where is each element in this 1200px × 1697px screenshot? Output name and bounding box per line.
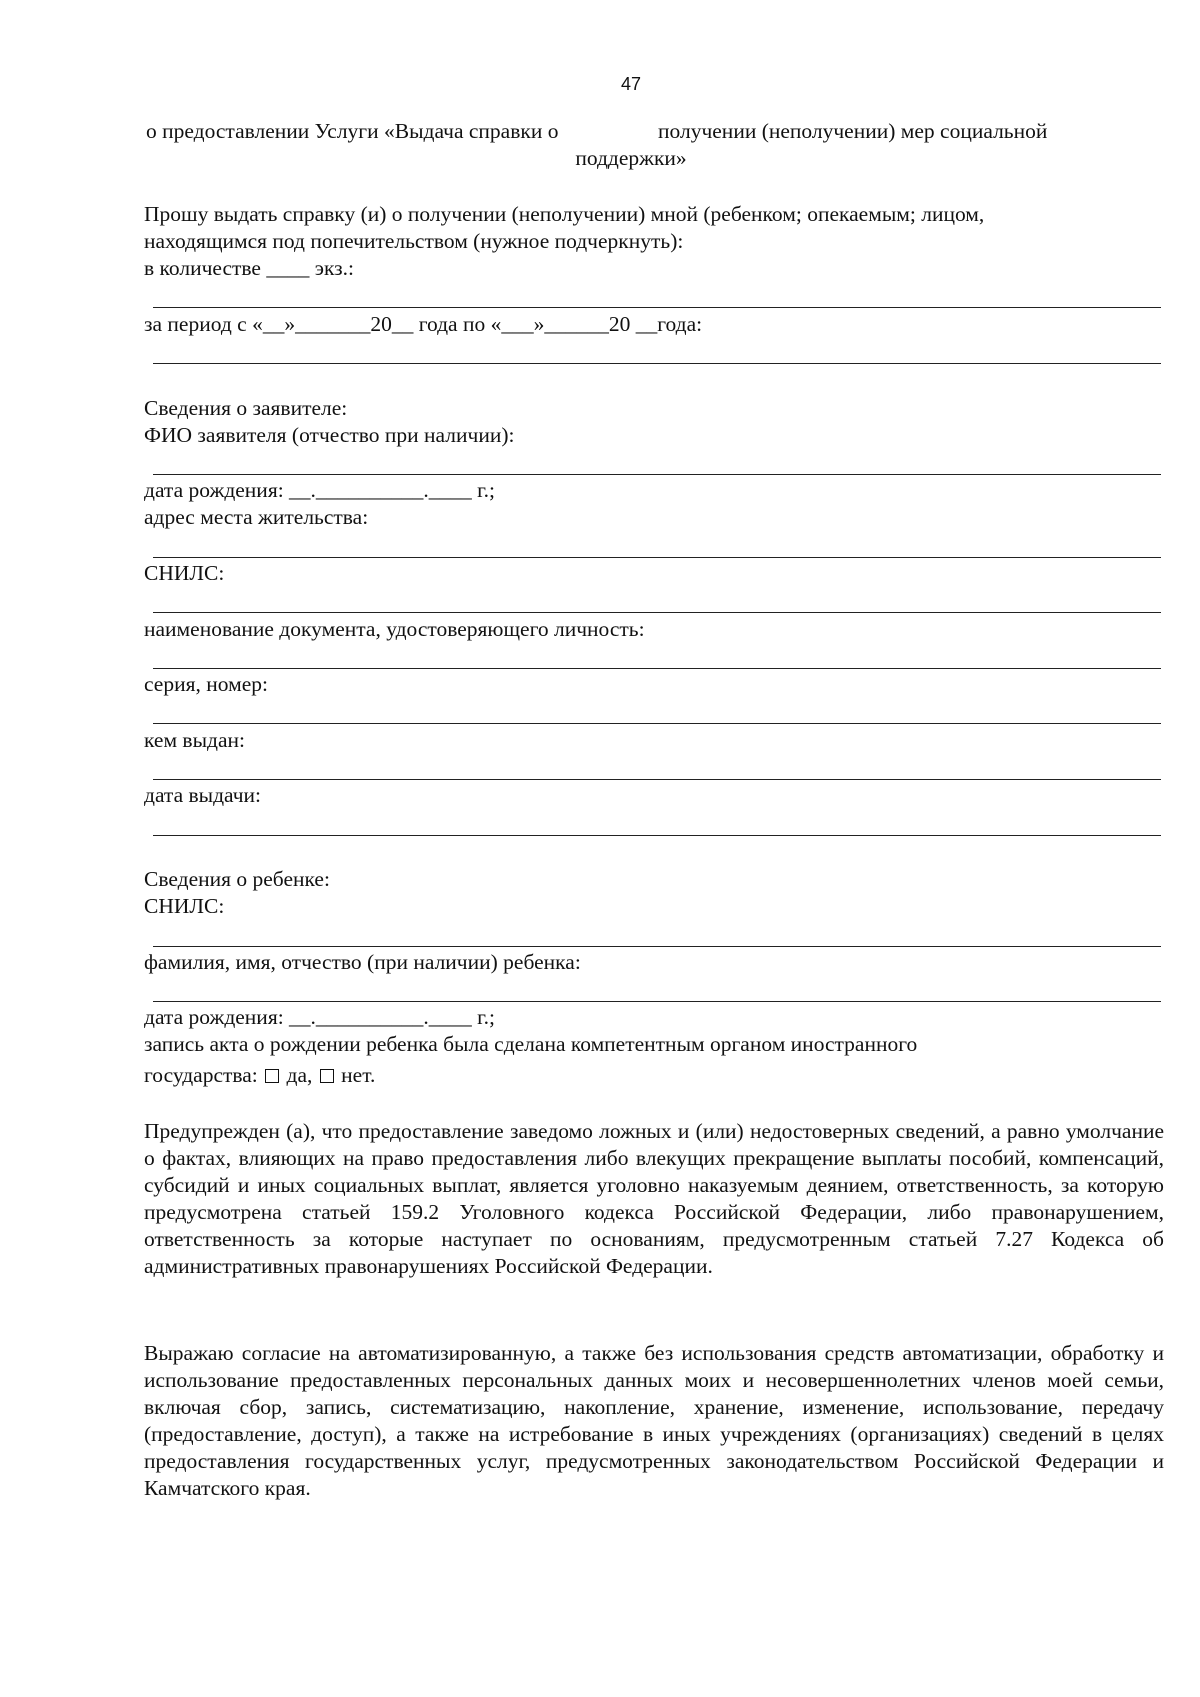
series-number-label: серия, номер: — [144, 672, 268, 696]
fill-line — [153, 307, 1161, 308]
fill-line — [153, 612, 1161, 613]
applicant-birth-date: дата рождения: __.__________.____ г.; — [144, 478, 495, 502]
fill-line — [153, 474, 1161, 475]
period-field: за период с «__»_______20__ года по «___»______20 __года: — [144, 312, 703, 336]
fill-line — [153, 557, 1161, 558]
consent-paragraph: Выражаю согласие на автоматизированную, а также без использования средств автоматизации, обработку и использование предоставленных персональных данных моих и несовершеннолетних членов моей семьи, включая сбор, запись, систематизацию, накопление, хранение, изменение, использование, передачу (предоставление, доступ), а также на истребование в иных учреждениях (организациях) сведений в целях предоставления государственных услуг, предусмотренных законодательством Российской Федерации и Камчатского края. — [144, 1341, 1164, 1500]
foreign-record-text: запись акта о рождении ребенка была сделана компетентным органом иностранного — [144, 1032, 918, 1056]
applicant-fio-label: ФИО заявителя (отчество при наличии): — [144, 423, 515, 447]
id-document-label: наименование документа, удостоверяющего личность: — [144, 617, 645, 641]
quantity-field: в количестве ____ экз.: — [144, 256, 354, 280]
checkbox-yes[interactable] — [265, 1069, 279, 1083]
child-snils-label: СНИЛС: — [144, 894, 225, 918]
fill-line — [153, 779, 1161, 780]
issued-by-label: кем выдан: — [144, 728, 245, 752]
fill-line — [153, 363, 1161, 364]
fill-line — [153, 723, 1161, 724]
fill-line — [153, 946, 1161, 947]
option-no-label: нет. — [341, 1063, 376, 1087]
request-line-2: находящимся под попечительством (нужное подчеркнуть): — [144, 229, 684, 253]
state-label: государства: — [144, 1063, 258, 1087]
title-line-1a: о предоставлении Услуги «Выдача справки о — [146, 119, 559, 143]
foreign-state-options — [144, 1062, 375, 1089]
fill-line — [153, 668, 1161, 669]
title-line-1b: получении (неполучении) мер социальной — [658, 119, 1048, 143]
issue-date-label: дата выдачи: — [144, 783, 262, 807]
child-birth-date: дата рождения: __.__________.____ г.; — [144, 1005, 495, 1029]
child-fio-label: фамилия, имя, отчество (при наличии) ребенка: — [144, 950, 581, 974]
applicant-snils-label: СНИЛС: — [144, 561, 225, 585]
title-line-2: поддержки» — [575, 146, 687, 170]
checkbox-no[interactable] — [320, 1069, 334, 1083]
warning-paragraph: Предупрежден (а), что предоставление заведомо ложных и (или) недостоверных сведений, а равно умолчание о фактах, влияющих на право предоставления либо влекущих прекращение выплаты пособий, компенсаций, субсидий и иных социальных выплат, является уголовно наказуемым деянием, ответственность, за которую предусмотрена статьей 159.2 Уголовного кодекса Российской Федерации, либо правонарушением, ответственность за которые наступает по основаниям, предусмотренным статьей 7.27 Кодекса об административных правонарушениях Российской Федерации. — [144, 1119, 1164, 1278]
page-number: 47 — [620, 74, 642, 94]
child-heading: Сведения о ребенке: — [144, 867, 330, 891]
fill-line — [153, 835, 1161, 836]
fill-line — [153, 1001, 1161, 1002]
option-yes-label: да, — [286, 1063, 313, 1087]
applicant-heading: Сведения о заявителе: — [144, 396, 348, 420]
request-line-1: Прошу выдать справку (и) о получении (неполучении) мной (ребенком; опекаемым; лицом, — [144, 202, 985, 226]
applicant-address-label: адрес места жительства: — [144, 505, 369, 529]
